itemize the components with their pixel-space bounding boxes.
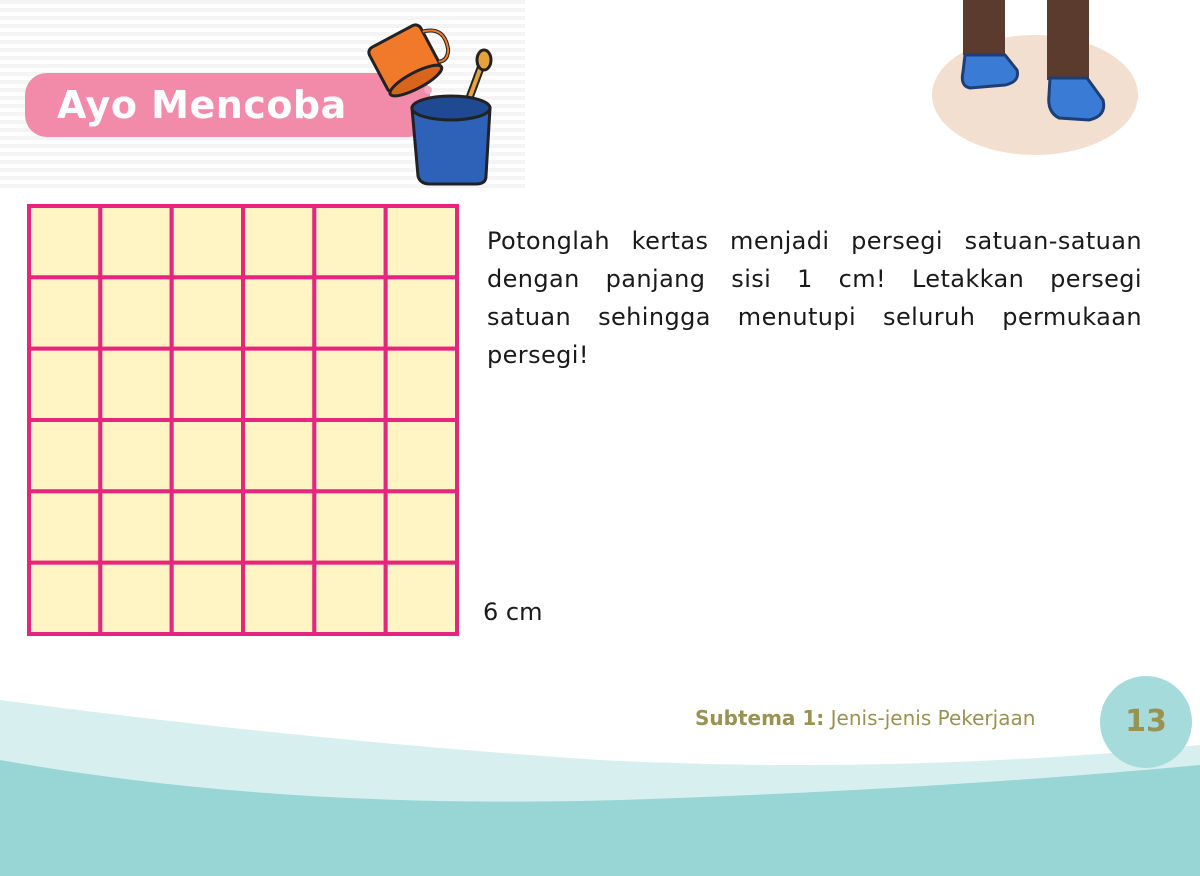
unit-square (29, 277, 100, 348)
unit-square (243, 563, 314, 634)
unit-square (386, 349, 457, 420)
unit-square (172, 491, 243, 562)
unit-square-grid (27, 204, 459, 636)
unit-square (100, 206, 171, 277)
unit-square (29, 563, 100, 634)
section-title: Ayo Mencoba (57, 83, 347, 127)
unit-square (100, 277, 171, 348)
subtheme-label: Subtema 1: (695, 706, 825, 730)
unit-square (386, 206, 457, 277)
unit-square (314, 420, 385, 491)
side-length-label: 6 cm (483, 598, 543, 626)
unit-square (100, 420, 171, 491)
unit-square (314, 563, 385, 634)
unit-square (243, 420, 314, 491)
unit-square (386, 563, 457, 634)
unit-square (29, 206, 100, 277)
unit-square (29, 420, 100, 491)
unit-square (243, 349, 314, 420)
activity-instruction: Potonglah kertas menjadi persegi satuan-satuan dengan panjang sisi 1 cm! Letakkan persegi satuan sehingga menutupi seluruh permukaan persegi! (487, 227, 1142, 369)
unit-square (172, 349, 243, 420)
unit-square (386, 277, 457, 348)
unit-square (243, 206, 314, 277)
person-feet-icon (925, 0, 1145, 160)
unit-square (386, 420, 457, 491)
grid-drawing (27, 204, 459, 636)
footer-subtheme (695, 706, 1035, 730)
mug-and-cup-icon (360, 8, 500, 188)
unit-square (29, 491, 100, 562)
unit-square (386, 491, 457, 562)
subtheme-title: Jenis-jenis Pekerjaan (830, 706, 1036, 730)
unit-square (314, 491, 385, 562)
unit-square (100, 563, 171, 634)
unit-square (29, 349, 100, 420)
unit-square (314, 206, 385, 277)
unit-square (172, 563, 243, 634)
unit-square (314, 277, 385, 348)
unit-square (314, 349, 385, 420)
unit-square (100, 349, 171, 420)
unit-square (243, 277, 314, 348)
unit-square (100, 491, 171, 562)
unit-square (172, 206, 243, 277)
unit-square (172, 277, 243, 348)
page-number: 13 (1125, 704, 1167, 739)
unit-square (172, 420, 243, 491)
unit-square (243, 491, 314, 562)
